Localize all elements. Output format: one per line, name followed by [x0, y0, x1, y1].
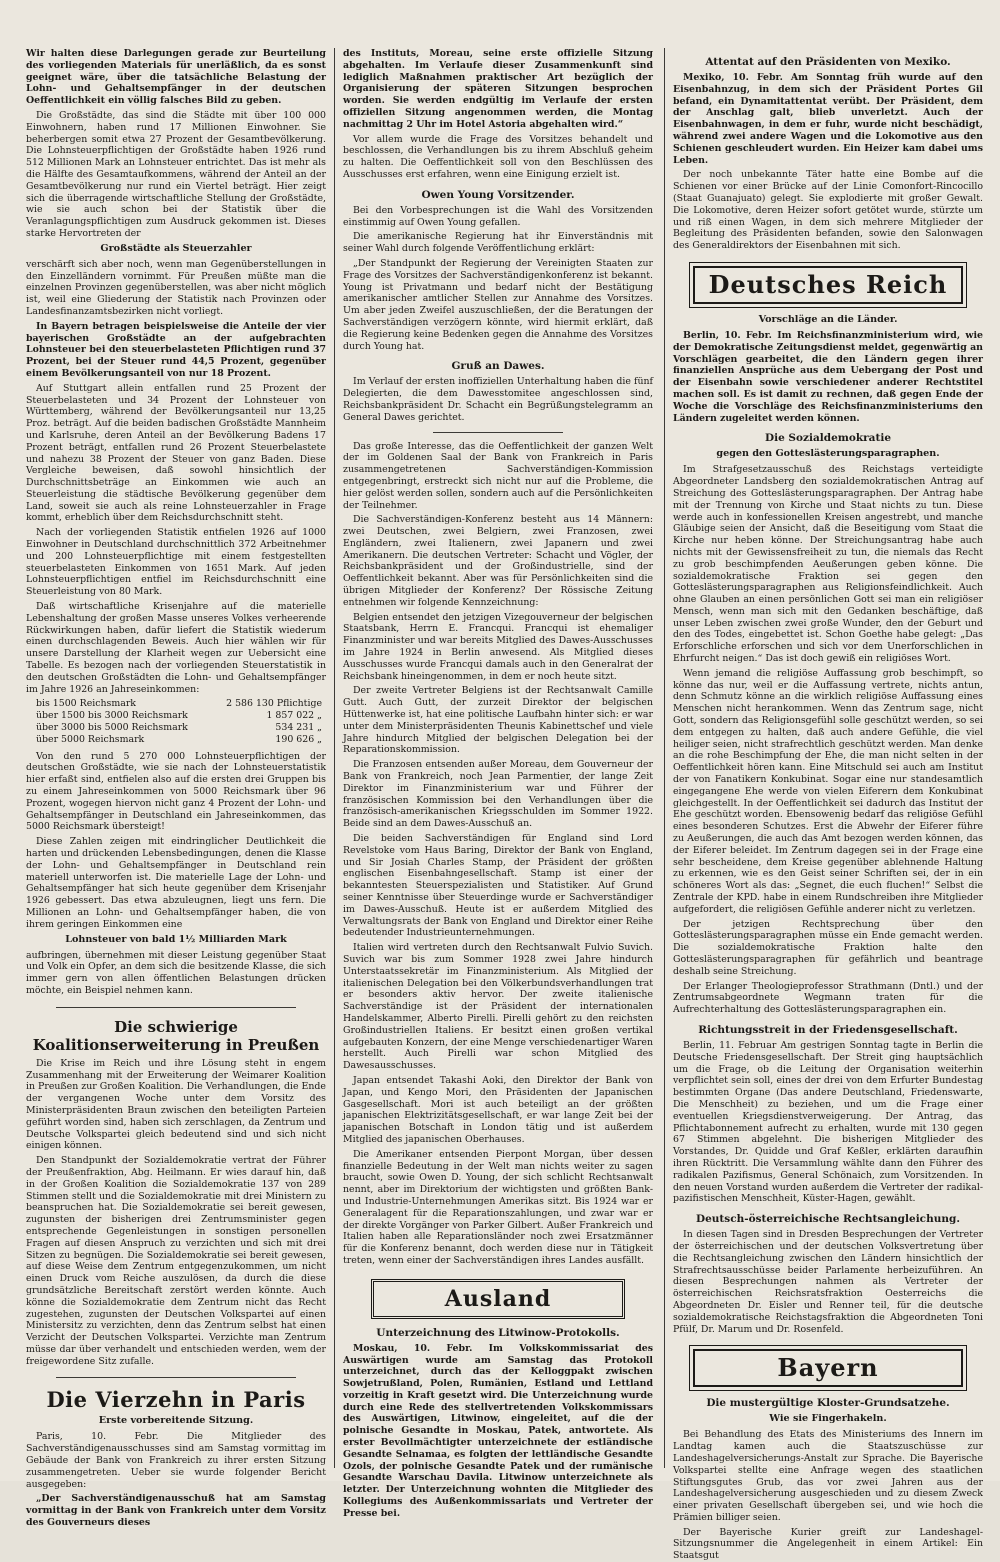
article-paragraph: Die beiden Sachverständigen für England sind Lord Revelstoke vom Haus Baring, Direktor der Bank von England, und Sir Josiah Charles Stamp, der Präsident der größten englischen Eisenbahngesellschaft. Stamp ist einer der bekanntesten Steuerspezialisten und Statistiker. Auf Grund seiner Kenntnisse über Steuerdinge wurde er Sachverständiger im Dawes-Ausschuß. Heute ist er außerdem Mitglied des Verwaltungsrats der Bank von England und Direktor einer Reihe bedeutender Industrieunternehmungen.: [343, 833, 653, 939]
table-row: [34, 734, 324, 746]
section-banner-ausland: Ausland: [371, 1279, 625, 1319]
subheading: Lohnsteuer von bald 1½ Milliarden Mark: [65, 933, 287, 945]
article-paragraph: Bei den Vorbesprechungen ist die Wahl des Vorsitzenden einstimmig auf Owen Young gefallen.: [343, 204, 653, 228]
subheading: Großstädte als Steuerzahler: [100, 242, 252, 254]
article-paragraph: In diesen Tagen sind in Dresden Besprechungen der Vertreter der österreichischen und der deutschen Volksvertretung über die Rechtsangleichung zwischen den Ländern hinsichtlich der Strafrechtsausschüsse beider Parlamente herbeizuführen. An diesen Besprechungen nahmen als Vertreter der österreichischen Reichsratsfraktion Oesterreichs die Abgeordneten Dr. Eisler und Renner teil, für die deutsche sozialdemokratische Reichstagsfraktion die Abgeordneten Toni Pfülf, Dr. Marum und Dr. Rosenfeld.: [673, 1229, 983, 1335]
article-paragraph: Berlin, 10. Febr. Im Reichsfinanzministerium wird, wie der Demokratische Zeitungsdienst meldet, gegenwärtig an Vorschlägen gearbeitet, die den Ländern gegen ihrer finanziellen Ansprüche aus dem Uebergang der Post und der Eisenbahn sowie verschiedener anderer Rechtstitel machen soll. Es ist damit zu rechnen, daß gegen Ende der Woche die Vorschläge des Reichsfinanzministeriums den Ländern zugeleitet werden können.: [673, 329, 983, 424]
article-paragraph: Auf Stuttgart allein entfallen rund 25 Prozent der Steuerbelasteten und 34 Prozent der Lohnsteuer von Württemberg, während der Bevölkerungsanteil nur 13,25 Proz. beträgt. Auf die beiden badischen Großstädte Mannheim und Karlsruhe, deren Anteil an der Bevölkerung Badens 17 Prozent beträgt, entfallen rund 26 Prozent Steuerbelastete und nahezu 38 Prozent der Steuer von ganz Baden. Diese Vergleiche beweisen, daß sowohl hinsichtlich der Durchschnittsbeträge an Einkommen wie auch an Steuerleistung die städtische Bevölkerung gegenüber dem Land, soweit sie auch als reine Lohnsteuerzahler in Frage kommt, erheblich über dem Reichsdurchschnitt steht.: [26, 382, 326, 524]
table-row: [34, 698, 324, 710]
article-paragraph: Das große Interesse, das die Oeffentlichkeit der ganzen Welt der im Goldenen Saal der Bank von Frankreich in Paris zusammengetretenen Sachverständigen-Kommission entgegenbringt, erstreckt sich nicht nur auf die Probleme, die hier gelöst werden sollen, sondern auch auf die Persönlichkeiten der Teilnehmer.: [343, 440, 653, 511]
article-paragraph: Moskau, 10. Febr. Im Volkskommissariat des Auswärtigen wurde am Samstag das Protokoll unterzeichnet, durch das der Kelloggpakt zwischen Sowjetrußland, Polen, Rumänien, Estland und Lettland vorzeitig in Kraft gesetzt wird. Die Unterzeichnung wurde durch eine Rede des stellvertretenden Volkskommissars des Auswärtigen, Litwinow, eingeleitet, auf die der polnische Gesandte in Moskau, Patek, antwortete. Als erster Bevollmächtigter unterzeichnete der estländische Gesandte Selnamaa, es folgten der lettländische Gesandte Ozols, der polnische Gesandte Patek und der rumänische Gesandte Warschau Davila. Litwinow unterzeichnete als letzter. Der Unterzeichnung wohnten die Mitglieder des Kollegiums des Außenkommissariats und Vertreter der Presse bei.: [343, 1342, 653, 1519]
section-banner-bayern: Bayern: [693, 1349, 963, 1387]
subheading: Attentat auf den Präsidenten von Mexiko.: [705, 56, 951, 68]
article-paragraph: Wir halten diese Darlegungen gerade zur Beurteilung des vorliegenden Materials für unerläßlich, da es sonst geeignet wäre, über die tatsächliche Belastung der Lohn- und Gehaltsempfänger in der deutschen Oeffentlichkeit ein völlig falsches Bild zu geben.: [26, 48, 326, 107]
table-cell: über 3000 bis 5000 Reichsmark: [36, 722, 188, 734]
article-paragraph: Diese Zahlen zeigen mit eindringlicher Deutlichkeit die harten und drückenden Lebensbedingungen, denen die Klasse der Lohn- und Gehaltsempfänger in Deutschland rein materiell unterworfen ist. Die materielle Lage der Lohn- und Gehaltsempfänger hat sich heute gegenüber dem Krisenjahr 1926 gebessert. Das etwa abzuleugnen, liegt uns fern. Die Millionen an Lohn- und Gehaltsempfänger haben, die von ihrem geringen Einkommen eine: [26, 836, 326, 930]
subheading: Wie sie Fingerhakeln.: [769, 1413, 887, 1425]
column-right: [673, 48, 983, 1562]
article-paragraph: Vor allem wurde die Frage des Vorsitzes behandelt und beschlossen, die Verhandlungen bis zu ihrem Abschluß geheim zu halten. Die Oeffentlichkeit soll von den Beschlüssen des Ausschusses erst erfahren, wenn eine Einigung erzielt ist.: [343, 133, 653, 180]
article-paragraph: Der noch unbekannte Täter hatte eine Bombe auf die Schienen vor einer Brücke auf der Linie Comonfort-Rincocillo (Staat Guanajuato) gelegt. Sie explodierte mit großer Gewalt. Die Lokomotive, deren Heizer sofort getötet wurde, stürzte um und riß einen Wagen, in dem sich mehrere Mitglieder der Begleitung des Präsidenten befanden, sowie den Salonwagen des Generaldirektors der Eisenbahnen mit sich.: [673, 169, 983, 252]
article-paragraph: Die Großstädte, das sind die Städte mit über 100 000 Einwohnern, haben rund 17 Millionen Einwohner. Sie beherbergen somit etwa 27 Prozent der Gesamtbevölkerung. Die Lohnsteuerpflichtigen der Großstädte haben 1926 rund 512 Millionen Mark an Lohnsteuer entrichtet. Das ist mehr als die Hälfte des Gesamtaufkommens, während der Anteil an der Gesamtbevölkerung nur rund ein Viertel beträgt. Hier zeigt sich die überragende wirtschaftliche Stellung der Großstädte, wie sie auch schon bei der Statistik über die Veranlagungspflichtigen zum Ausdruck gekommen ist. Dieses starke Hervortreten der: [26, 109, 326, 239]
article-paragraph: Der jetzigen Rechtsprechung über den Gotteslästerungsparagraphen müsse ein Ende gemacht werden. Die sozialdemokratische Fraktion halte den Gotteslästerungsparagraphen für gefährlich und beantrage deshalb seine Streichung.: [673, 918, 983, 977]
column-left: [26, 48, 326, 1529]
article-paragraph: Wenn jemand die religiöse Auffassung grob beschimpft, so könne das nur, weil er die Auffassung vertrete, nichts antun, denn Schmutz könne an die wirklich religiöse Auffassung eines Menschen nicht herankommen. Wenn das Zentrum sage, nicht Gott, sondern das Religionsgefühl solle geschützt werden, so sei dem entgegen zu halten, daß auch andere Gefühle, die viel heiliger seien, nicht strafrechtlich geschützt werden. Man denke an die rohe Beschimpfung der Ehe, die man nicht selten in der Oeffentlichkeit hören kann. Eine Mitschuld sei auch am Institut der von Fanatikern Konkubinat. Sogar eine nur standesamtlich eingegangene Ehe werde von vielen Eiferern dem Konkubinat gleichgestellt. In der Oeffentlichkeit sei dadurch das Institut der Ehe geschützt worden. Ebensowenig bedarf das religiöse Gefühl eines besonderen Schutzes. Erst die Abwehr der Eiferer führe zu Aeußerungen, die auch das Amt bezogen werden können, das der Eiferer beleidet. Im Zentrum dagegen sei in der Frage eine sehr bescheidene, dem Kreise gegenüber ablehnende Haltung zu erkennen, wie es den Geist seiner Schriften sei, der in ein schöneres Wort als das: „Segnet, die euch fluchen!“ Selbst die Zentrale der KPD. habe in einem Rundschreiben ihre Mitglieder aufgefordert, die religiösen Gefühle anderer nicht zu verletzen.: [673, 667, 983, 915]
article-paragraph: Italien wird vertreten durch den Rechtsanwalt Fulvio Suvich. Suvich war bis zum Sommer 1928 zwei Jahre hindurch Unterstaatssekretär im Finanzministerium. Als Mitglied der italienischen Delegation bei den Völkerbundsverhandlungen trat er besonders aktiv hervor. Der zweite italienische Sachverständige ist der Präsident der internationalen Handelskammer, Alberto Pirelli. Pirelli gehört zu den reichsten Großindustriellen Italiens. Er besitzt einen großen vertikal aufgebauten Konzern, der eine Menge verschiedenartiger Waren herstellt. Auch Pirelli war schon Mitglied des Dawesausschusses.: [343, 942, 653, 1072]
subheading: Owen Young Vorsitzender.: [421, 188, 575, 201]
divider: [56, 1377, 296, 1378]
subheading: Unterzeichnung des Litwinow-Protokolls.: [376, 1326, 620, 1339]
table-cell: 2 586 130 Pflichtige: [226, 698, 322, 710]
table-cell: 1 857 022 „: [266, 710, 322, 722]
table-cell: 534 231 „: [275, 722, 322, 734]
table-cell: 190 626 „: [275, 733, 322, 745]
section-banner-deutsches-reich: Deutsches Reich: [693, 266, 963, 304]
divider: [56, 1007, 296, 1008]
subheading: Richtungsstreit in der Friedensgesellschaft.: [698, 1023, 958, 1036]
subheading: Erste vorbereitende Sitzung.: [98, 1415, 254, 1427]
article-headline: Die Vierzehn in Paris: [46, 1387, 306, 1413]
article-paragraph: Nach der vorliegenden Statistik entfielen 1926 auf 1000 Einwohner in Deutschland durchschnittlich 372 Arbeitnehmer und 200 Lohnsteuerpflichtige mit einem festgestellten steuerbelasteten Einkommen von 1651 Mark. Auf jeden Lohnsteuerpflichtigen entfiel im Reichsdurchschnitt eine Steuerleistung von 80 Mark.: [26, 527, 326, 598]
article-paragraph: Im Verlauf der ersten inoffiziellen Unterhaltung haben die fünf Delegierten, die dem Dawesstomitee angeschlossen sind, Reichsbankpräsident Dr. Schacht ein Begrüßungstelegramm an General Dawes gerichtet.: [343, 376, 653, 423]
article-paragraph: In Bayern betragen beispielsweise die Anteile der vier bayerischen Großstädte an der aufgebrachten Lohnsteuer bei den steuerbelasteten Pflichtigen rund 37 Prozent, bei der Steuer rund 44,5 Prozent, gegenüber einem Bevölkerungsanteil von nur 18 Prozent.: [26, 320, 326, 379]
article-paragraph: Die Franzosen entsenden außer Moreau, dem Gouverneur der Bank von Frankreich, noch Jean Parmentier, der lange Zeit Direktor im Finanzministerium war und Führer der französischen Kommission bei den Verhandlungen über die französisch-amerikanischen Kriegsschulden im Sommer 1922. Beide sind an dem Dawes-Ausschuß an.: [343, 759, 653, 830]
column-rule: [664, 48, 665, 1468]
article-paragraph: des Instituts, Moreau, seine erste offizielle Sitzung abgehalten. Im Verlaufe dieser Zusammenkunft sind lediglich Maßnahmen praktischer Art bezüglich der Organisierung der späteren Sitzungen besprochen worden. Sie werden endgültig im Verlaufe der ersten offiziellen Sitzung angenommen werden, die Montag nachmittag 2 Uhr im Hotel Astoria abgehalten wird.“: [343, 48, 653, 130]
article-paragraph: Daß wirtschaftliche Krisenjahre auf die materielle Lebenshaltung der großen Masse unseres Volkes verheerende Rückwirkungen haben, dafür liefert die Statistik wiederum einen durchschlagenden Beweis. Auch hier wählen wir für unsere Darstellung der Klarheit wegen zur Uebersicht eine Tabelle. Es bezogen nach der vorliegenden Steuerstatistik in den deutschen Großstädten die Lohn- und Gehaltsempfänger im Jahre 1926 an Jahreseinkommen:: [26, 601, 326, 695]
article-paragraph: Die amerikanische Regierung hat ihr Einverständnis mit seiner Wahl durch folgende Veröffentlichung erklärt:: [343, 231, 653, 255]
table-cell: über 5000 Reichsmark: [36, 733, 145, 745]
article-paragraph: Japan entsendet Takashi Aoki, den Direktor der Bank von Japan, und Kengo Mori, den Präsidenten der Japanischen Gasgesellschaft. Mori ist auch beteiligt an der größten japanischen Elektrizitätsgesellschaft, er war lange Zeit bei der japanischen Botschaft in London tätig und ist außerdem Mitglied des japanischen Oberhauses.: [343, 1074, 653, 1145]
article-paragraph: Von den rund 5 270 000 Lohnsteuerpflichtigen der deutschen Großstädte, wie sie nach der Lohnsteuerstatistik hier erfaßt sind, entfielen also auf die ersten drei Gruppen bis zu einem Jahreseinkommen von 5000 Reichsmark über 96 Prozent, wogegen hiervon nicht ganz 4 Prozent der Lohn- und Gehaltsempfänger in Deutschland ein Jahreseinkommen, das 5000 Reichsmark übersteigt!: [26, 750, 326, 833]
article-paragraph: „Der Standpunkt der Regierung der Vereinigten Staaten zur Frage des Vorsitzes der Sachverständigenkonferenz ist bekannt. Young ist Privatmann und bedarf nicht der Bestätigung amerikanischer amtlicher Stellen zur Annahme des Vorsitzes. Um aber jeden Zweifel auszuschließen, der die Beratungen der Sachverständigen verzögern könnte, wird hiermit erklärt, daß die Regierung keine Bedenken gegen die Annahme des Vorsitzes durch Young hat.: [343, 257, 653, 352]
income-table: [34, 698, 324, 745]
article-paragraph: Die Krise im Reich und ihre Lösung steht in engem Zusammenhang mit der Erweiterung der Weimarer Koalition in Preußen zur Großen Koalition. Die Verhandlungen, die Ende der vergangenen Woche unter dem Vorsitz des Ministerpräsidenten Braun zwischen den beteiligten Parteien geführt worden sind, haben sich zerschlagen, da Zentrum und Deutsche Volkspartei gleich bedeutend sind und sich nicht einigen können.: [26, 1057, 326, 1152]
article-paragraph: Bei Behandlung des Etats des Ministeriums des Innern im Landtag kamen auch die Staatszuschüsse zur Landeshagelversicherungs-Anstalt zur Sprache. Die Bayerische Volkspartei stellte eine Anfrage wegen des staatlichen Stiftungsgutes Grub, das vor zwei Jahren aus der Landeshagelversicherung ausgeschieden und zu diesem Zweck einer privaten Gesellschaft übergeben sei, und wie hoch die Prämien billiger seien.: [673, 1429, 983, 1523]
subheading: Gruß an Dawes.: [451, 360, 545, 373]
article-paragraph: Die Amerikaner entsenden Pierpont Morgan, über dessen finanzielle Bedeutung in der Welt man nichts weiter zu sagen braucht, sowie Owen D. Young, der sich schlicht Rechtsanwalt nennt, aber im Direktorium der wichtigsten und größten Bank- und Industrie-Unternehmungen Amerikas sitzt. Bis 1924 war er Generalagent für die Reparationszahlungen, und zwar war er der direkte Vorgänger von Parker Gilbert. Außer Frankreich und Italien haben alle Reparationsländer noch zwei Ersatzmänner für die Konferenz benannt, doch werden diese nur in Tätigkeit treten, wenn einer der Sachverständigen ihres Landes ausfällt.: [343, 1148, 653, 1266]
article-paragraph: „Der Sachverständigenausschuß hat am Samstag vormittag in der Bank von Frankreich unter dem Vorsitz des Gouverneurs dieses: [26, 1493, 326, 1529]
subheading: Deutsch-österreichische Rechtsangleichung.: [696, 1213, 960, 1226]
article-paragraph: Paris, 10. Febr. Die Mitglieder des Sachverständigenausschusses sind am Samstag vormittag im Gebäude der Bank von Frankreich zu ihrer ersten Sitzung zusammengetreten. Ueber sie wurde folgender Bericht ausgegeben:: [26, 1431, 326, 1490]
article-paragraph: Belgien entsendet den jetzigen Vizegouverneur der belgischen Staatsbank, Herrn E. Francqui. Francqui ist ehemaliger Finanzminister und war bereits Mitglied des Dawes-Ausschusses im Jahre 1924 in Berlin anwesend. Als Mitglied dieses Ausschusses wurde Francqui damals auch in den Generalrat der Reichsbank hineingenommen, in dem er noch heute sitzt.: [343, 611, 653, 682]
article-paragraph: Im Strafgesetzausschuß des Reichstags verteidigte Abgeordneter Landsberg den sozialdemokratischen Antrag auf Streichung des Gotteslästerungsparagraphen. Der Antrag habe mit der Trennung von Kirche und Staat nichts zu tun. Diese werde auch in konfessionellen Kreisen angestrebt, und manche Gläubige seien der Ansicht, daß die Beseitigung vom Staat die Kirche nur heben könne. Der Streichungsantrag habe auch nichts mit der Gewissensfreiheit zu tun, die niemals das Recht zu grob beschimpfenden Aeußerungen geben könne. Die sozialdemokratische Fraktion sei gegen den Gotteslästerungsparagraphen aus Religionsfeindlichkeit. Auch ohne Glauben an einen persönlichen Gott sei man ein religiöser Mensch, wenn man sich mit den Gedanken beschäftige, daß unser Leben zwischen zwei große Wunder, den der Geburt und den des Todes, eingebettet ist. Schon Goethe habe gelegt: „Das Erforschliche erforschen und sich vor dem Unerforschlichen in Ehrfurcht neigen.“ Das ist doch gewiß ein religiöses Wort.: [673, 464, 983, 665]
subheading: Vorschläge an die Länder.: [758, 313, 898, 325]
article-paragraph: Der zweite Vertreter Belgiens ist der Rechtsanwalt Camille Gutt. Auch Gutt, der zurzeit Direktor der belgischen Hüttenwerke ist, hat eine politische Laufbahn hinter sich: er war unter dem Ministerpräsidenten Theunis Kabinettschef und viele Jahre hindurch Mitglied der belgischen Delegation bei der Reparationskommission.: [343, 685, 653, 756]
column-rule: [334, 48, 335, 1468]
subheading: gegen den Gotteslästerungsparagraphen.: [716, 448, 940, 460]
article-headline: Die schwierige Koalitionserweiterung in Preußen: [32, 1017, 320, 1054]
article-paragraph: verschärft sich aber noch, wenn man Gegenüberstellungen in den Einzelländern vornimmt. Für Preußen müßte man die einzelnen Provinzen gegenüberstellen, was aber nicht möglich ist, weil eine Gliederung der Statistik nach Provinzen oder Landesfinanzamtsbezirken nicht vorliegt.: [26, 258, 326, 317]
table-row: [34, 722, 324, 734]
divider: [433, 432, 563, 433]
table-row: [34, 710, 324, 722]
article-paragraph: Der Erlanger Theologieprofessor Strathmann (Dntl.) und der Zentrumsabgeordnete Wegmann traten für die Aufrechterhaltung des Gotteslästerungsparagraphen ein.: [673, 980, 983, 1016]
subheading: Die mustergültige Kloster-Grundsatzehe.: [706, 1397, 950, 1410]
column-middle: [343, 48, 653, 1519]
article-paragraph: Berlin, 11. Februar Am gestrigen Sonntag tagte in Berlin die Deutsche Friedensgesellschaft. Der Streit ging hauptsächlich um die Frage, ob die Leitung der Organisation weiterhin verpflichtet sein soll, eines der drei von dem Erfurter Bundestag bestimmten Organe (Das andere Deutschland, Friedenswarte, Die Menschheit) zu beziehen, und um die Frage einer eventuellen Kriegsdienstverweigerung. Der Antrag, das Pflichtabonnement aufrecht zu erhalten, wurde mit 130 gegen 67 Stimmen abgelehnt. Die bisherigen Mitglieder des Vorstandes, Dr. Quidde und Graf Keßler, erklärten daraufhin ihren Rücktritt. Die Versammlung wählte dann den Führer des radikalen Pazifismus, General Schönaich, zum Vorsitzenden. In den neuen Vorstand wurden außerdem die Vertreter der radikal-pazifistischen Menschheit, Küster-Hagen, gewählt.: [673, 1039, 983, 1205]
article-paragraph: Der Bayerische Kurier greift zur Landeshagel-Sitzungsnummer die Angelegenheit in einem Artikel: Ein Staatsgut: [673, 1526, 983, 1562]
article-paragraph: aufbringen, übernehmen mit dieser Leistung gegenüber Staat und Volk ein Opfer, an dem sich die besitzende Klasse, die sich immer gern von allen öffentlichen Belastungen drücken möchte, ein Beispiel nehmen kann.: [26, 949, 326, 996]
table-cell: bis 1500 Reichsmark: [36, 698, 136, 710]
subheading: Die Sozialdemokratie: [764, 432, 892, 445]
article-paragraph: Die Sachverständigen-Konferenz besteht aus 14 Männern: zwei Deutschen, zwei Belgiern, zwei Franzosen, zwei Engländern, zwei Italienern, zwei Japanern und zwei Amerikanern. Die deutschen Vertreter: Schacht und Vögler, der Reichsbankpräsident und der Großindustrielle, sind der Oeffentlichkeit bekannt. Aber was für Persönlichkeiten sind die übrigen Mitglieder der Konferenz? Der Rössische Zeitung entnehmen wir folgende Kennzeichnung:: [343, 514, 653, 608]
article-paragraph: Den Standpunkt der Sozialdemokratie vertrat der Führer der Preußenfraktion, Abg. Heilmann. Er wies darauf hin, daß in der Großen Koalition die Sozialdemokratie 137 von 289 Stimmen stellt und die Sozialdemokratie mit drei Ministern zu beanspruchen hat. Die Sozialdemokratie sei bereit gewesen, zugunsten der bisherigen drei Zentrumsminister gegen entsprechende Gegenleistungen in sonstigen personellen Fragen auf diesen Anspruch zu verzichten und sich mit drei Sitzen zu begnügen. Die Sozialdemokratie sei bereit gewesen, auf diese Weise dem Zentrum entgegenzukommen, um nicht einen Druck vom Reiche auszulösen, da durch die diese grundsätzliche Bereitschaft zerstört werden könnte. Auch könne die Sozialdemokratie dem Zentrum nicht das Recht zugestehen, zugunsten der Deutschen Volkspartei auf einen Ministersitz zu verzichten, denn das Zentrum selbst hat einen Verzicht der Deutschen Volkspartei. Verzichte man Zentrum müsse dar über verhandelt und entschieden werden, wem der freigewordene Sitz zufalle.: [26, 1155, 326, 1367]
table-cell: über 1500 bis 3000 Reichsmark: [36, 710, 188, 722]
article-paragraph: Mexiko, 10. Febr. Am Sonntag früh wurde auf den Eisenbahnzug, in dem sich der Präsident Portes Gil befand, ein Dynamitattentat verübt. Der Präsident, dem der Anschlag galt, blieb unverletzt. Auch der Eisenbahnwagen, in dem er fuhr, wurde nicht beschädigt, während zwei andere Wagen und die Lokomotive aus den Schienen geschleudert wurden. Ein Heizer kam dabei ums Leben.: [673, 72, 983, 166]
